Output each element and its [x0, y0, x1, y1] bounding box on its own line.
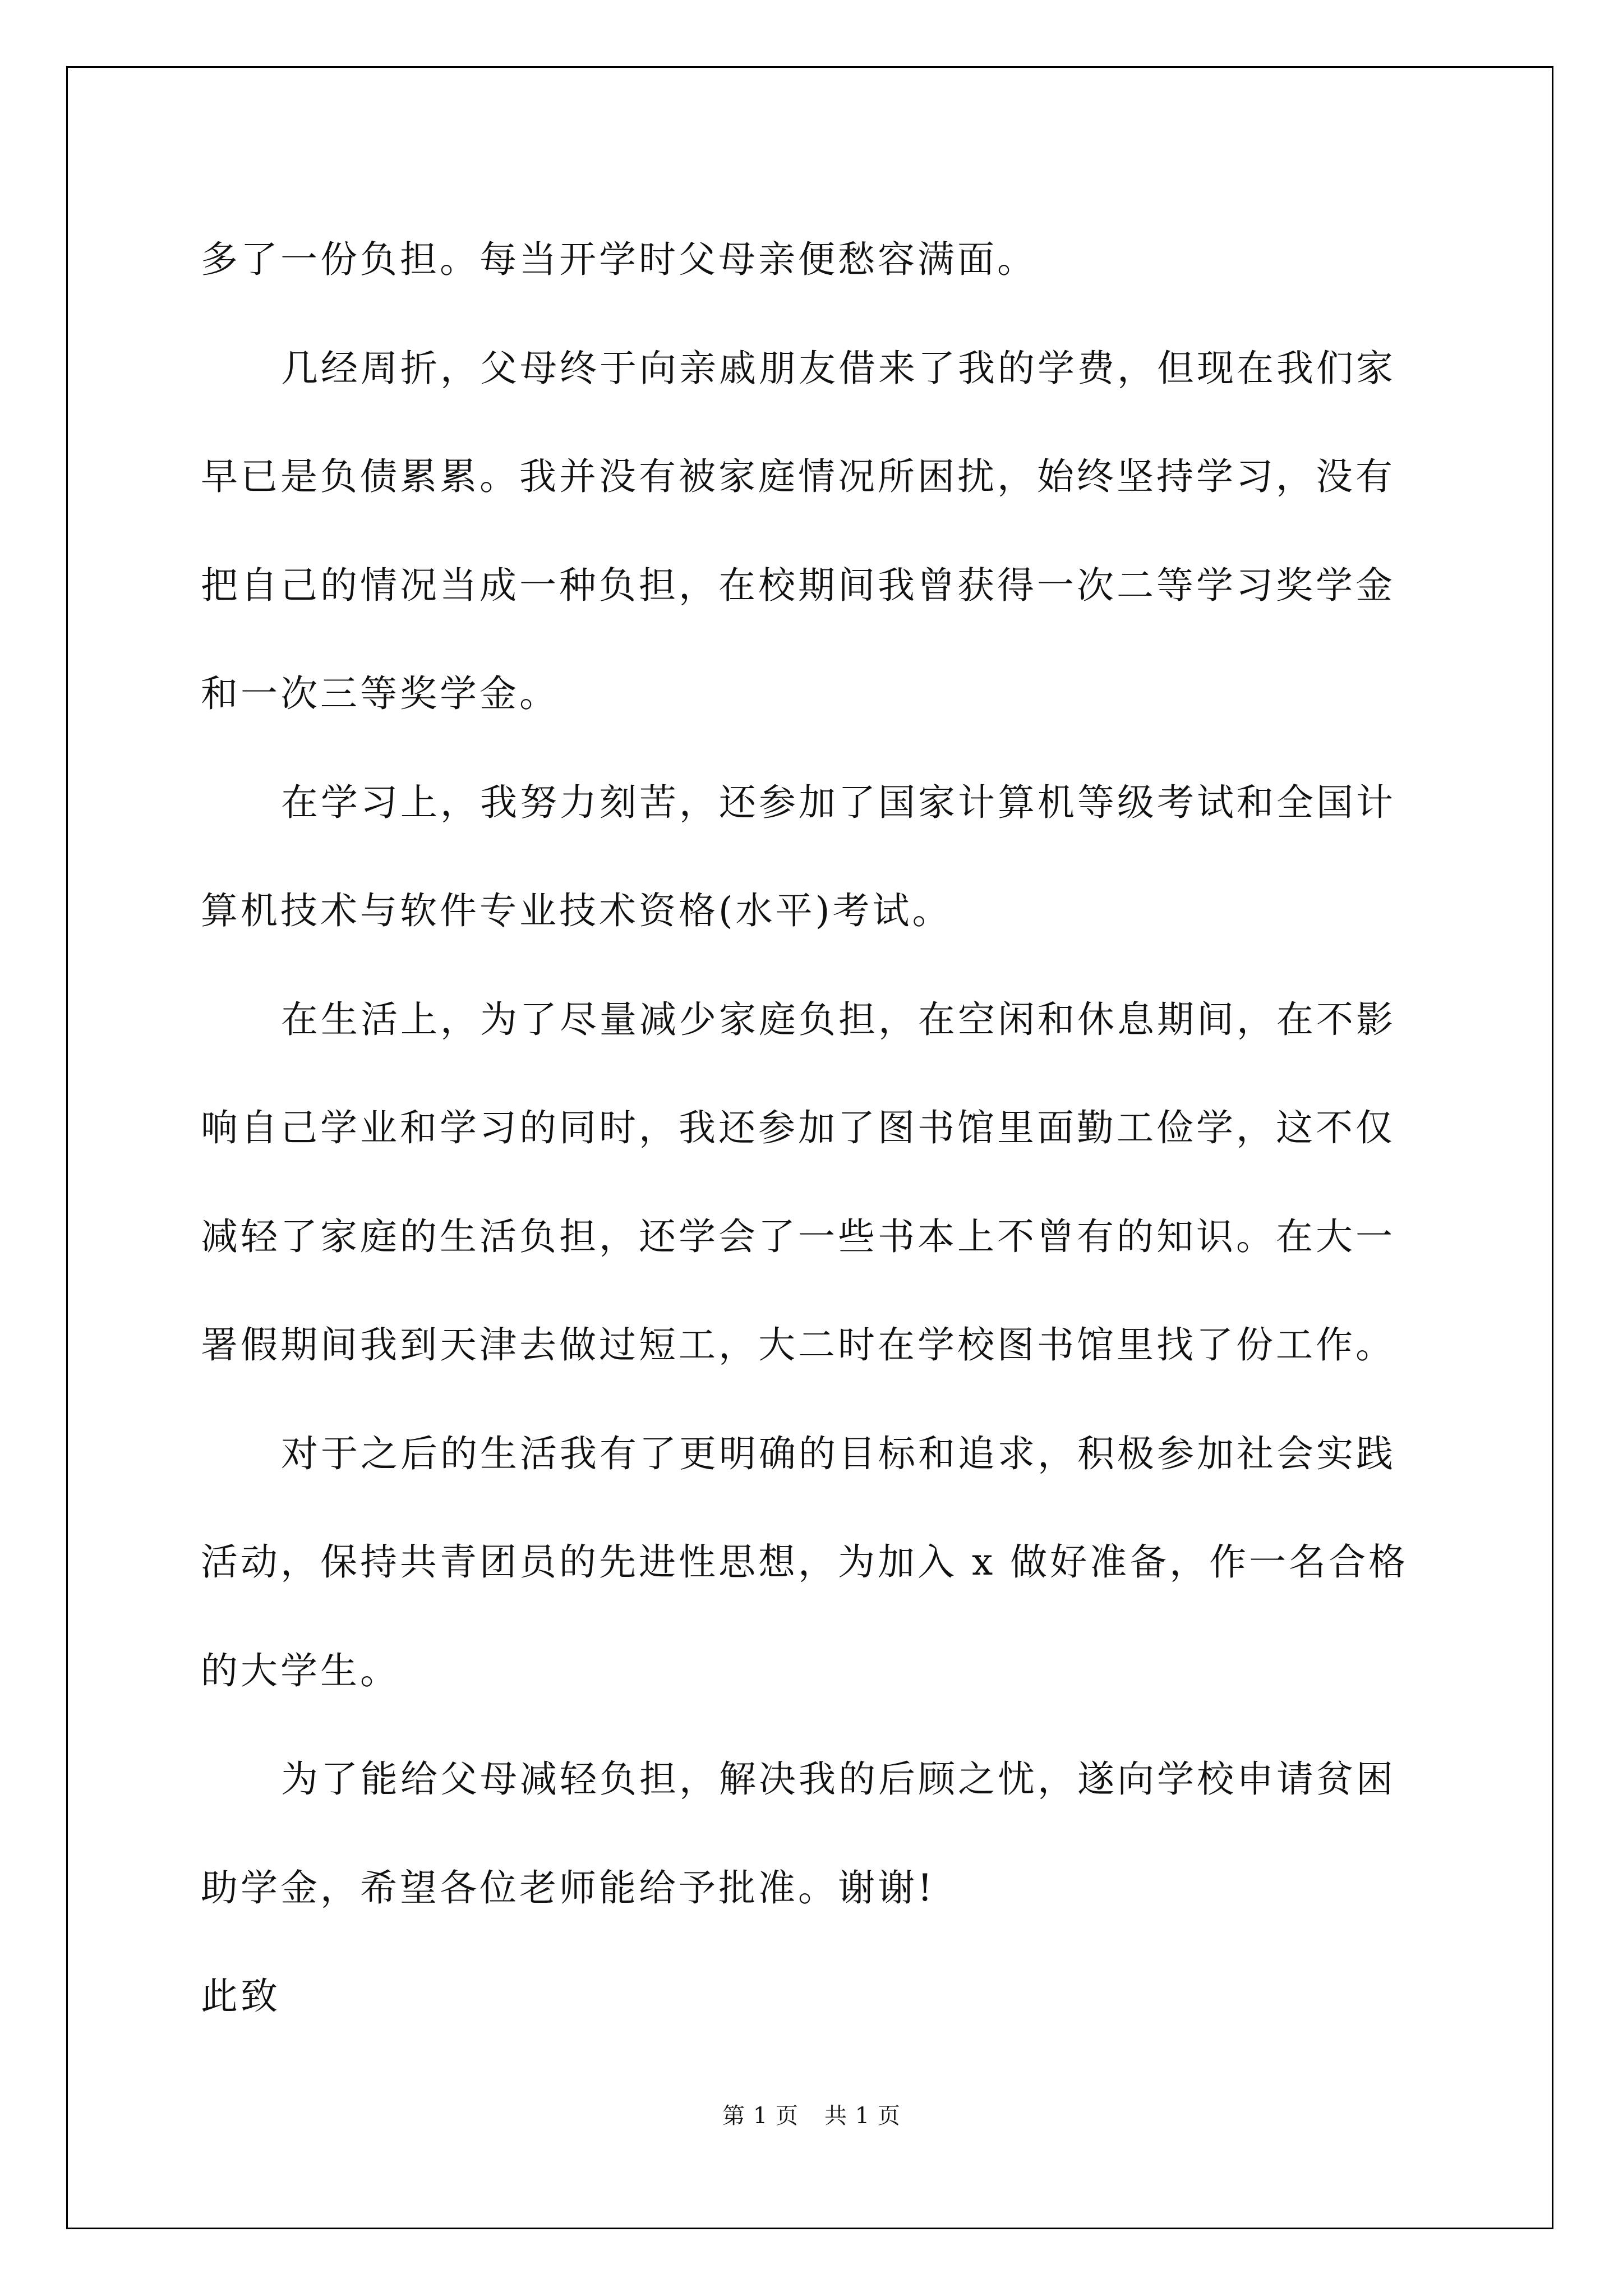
- text-line: 为了能给父母减轻负担，解决我的后顾之忧，遂向学校申请贫困: [281, 1757, 1396, 1801]
- text-line: 早已是负债累累。我并没有被家庭情况所困扰，始终坚持学习，没有: [201, 455, 1395, 498]
- text-line: 署假期间我到天津去做过短工，大二时在学校图书馆里找了份工作。: [201, 1323, 1395, 1366]
- text-line: 对于之后的生活我有了更明确的目标和追求，积极参加社会实践: [281, 1432, 1396, 1475]
- text-line: 减轻了家庭的生活负担，还学会了一些书本上不曾有的知识。在大一: [201, 1214, 1395, 1258]
- page-number: 第 1 页: [722, 2103, 799, 2129]
- text-line: 的大学生。: [201, 1649, 400, 1692]
- text-line: 活动，保持共青团员的先进性思想，为加入 x 做好准备，作一名合格: [201, 1540, 1409, 1584]
- closing-salutation: 此致: [201, 1975, 280, 2018]
- text-line: 算机技术与软件专业技术资格(水平)考试。: [201, 889, 952, 932]
- text-line: 和一次三等奖学金。: [201, 672, 559, 715]
- text-line: 助学金，希望各位老师能给予批准。谢谢!: [201, 1866, 935, 1910]
- text-line: 响自己学业和学习的同时，我还参加了图书馆里面勤工俭学，这不仅: [201, 1106, 1395, 1149]
- text-line: 在生活上，为了尽量减少家庭负担，在空闲和休息期间，在不影: [281, 997, 1396, 1041]
- page-total: 共 1 页: [824, 2103, 901, 2129]
- text-line: 把自己的情况当成一种负担，在校期间我曾获得一次二等学习奖学金: [201, 563, 1395, 607]
- letter-body: [201, 205, 1432, 2051]
- text-line: 多了一份负担。每当开学时父母亲便愁容满面。: [201, 238, 1037, 281]
- text-line: 几经周折，父母终于向亲戚朋友借来了我的学费，但现在我们家: [281, 346, 1396, 390]
- page-footer: [0, 2098, 1623, 2130]
- text-line: 在学习上，我努力刻苦，还参加了国家计算机等级考试和全国计: [281, 780, 1396, 824]
